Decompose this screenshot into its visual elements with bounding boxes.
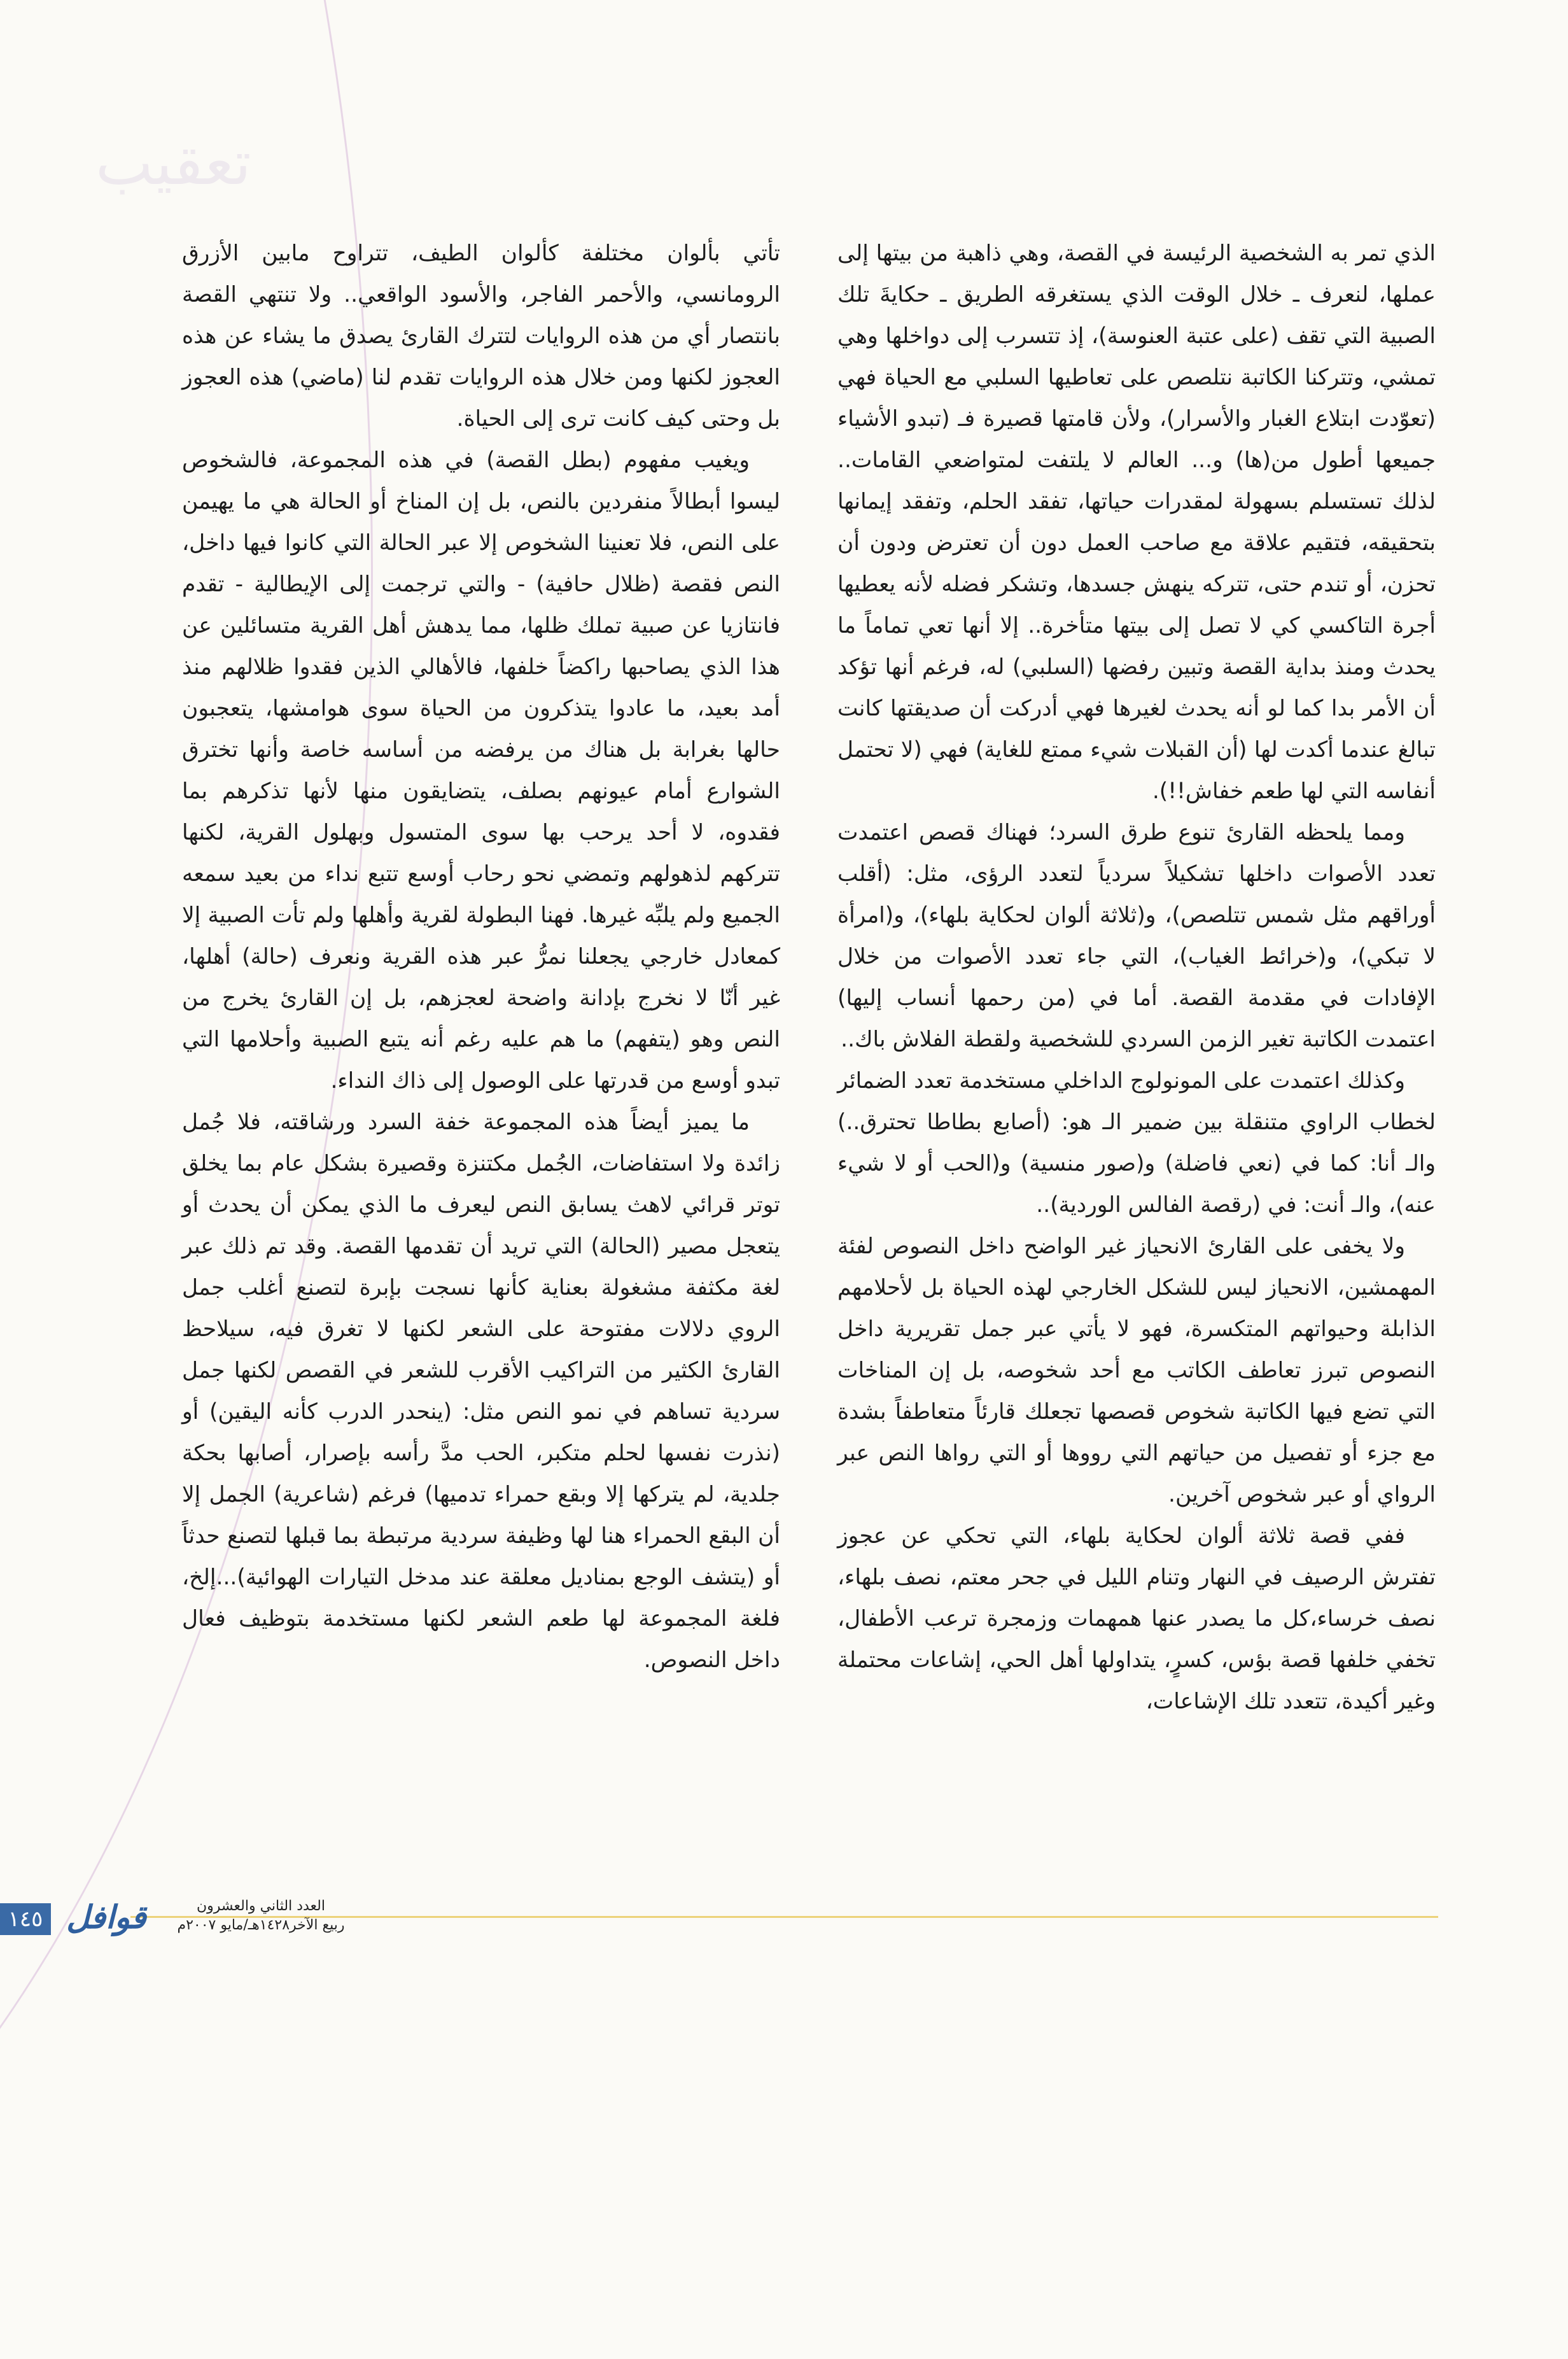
page-number: ١٤٥ [0, 1903, 51, 1935]
paragraph: ولا يخفى على القارئ الانحياز غير الواضح داخل النصوص لفئة المهمشين، الانحياز ليس للشكل الخارجي لهذه الحياة بل لأحلامهم الذابلة وحيواتهم المتكسرة، فهو لا يأتي عبر جمل تقريرية داخل النصوص تبرز تعاطف الكاتب مع أحد شخوصه، بل إن المناخات التي تضع فيها الكاتبة شخوص قصصها تجعلك قارئاً متعاطفاً بشدة مع جزء أو تفصيل من حياتهم التي رووها أو التي رواها النص عبر الرواي أو عبر شخوص آخرين. [837, 1234, 1436, 1507]
paragraph: الذي تمر به الشخصية الرئيسة في القصة، وهي ذاهبة من بيتها إلى عملها، لنعرف ـ خلال الوقت الذي يستغرقه الطريق ـ حكايةَ تلك الصبية التي تقف (على عتبة العنوسة)، إذ تتسرب إلى دواخلها وهي تمشي، وتتركنا الكاتبة نتلصص على تعاطيها السلبي مع الحياة فهي (تعوّدت ابتلاع الغبار والأسرار)، ولأن قامتها قصيرة فـ (تبدو الأشياء جميعها أطول من(ها) و... العالم لا يلتفت لمتواضعي القامات.. لذلك تستسلم بسهولة لمقدرات حياتها، تفقد الحلم، وتفقد إيمانها بتحقيقه، فتقيم علاقة مع صاحب العمل دون أن تعترض ودون أن تحزن، أو تندم حتى، تتركه ينهش جسدها، وتشكر فضله لأنه يعطيها أجرة التاكسي كي لا تصل إلى بيتها متأخرة.. إلا أنها تعي تماماً ما يحدث ومنذ بداية القصة وتبين رفضها (السلبي) له، فرغم أنها تؤكد أن الأمر بدا كما لو أنه يحدث لغيرها فهي أدركت أن صديقتها كانت تبالغ عندما أكدت لها (أن القبلات شيء ممتع للغاية) فهي (لا تحتمل أنفاسه التي لها طعم خفاش!!). [837, 241, 1436, 804]
paragraph: ويغيب مفهوم (بطل القصة) في هذه المجموعة، فالشخوص ليسوا أبطالاً منفردين بالنص، بل إن المناخ أو الحالة هي ما يهيمن على النص، فلا تعنينا الشخوص إلا عبر الحالة التي كانوا فيها داخل، النص فقصة (ظلال حافية) - والتي ترجمت إلى الإيطالية - تقدم فانتازيا عن صبية تملك ظلها، مما يدهش أهل القرية متسائلين عن هذا الذي يصاحبها راكضاً خلفها، فالأهالي الذين فقدوا ظلالهم منذ أمد بعيد، ما عادوا يتذكرون من الحياة سوى هوامشها، يتعجبون حالها بغرابة بل هناك من يرفضه من أساسه خاصة وأنها تخترق الشوارع أمام عيونهم بصلف، يتضايقون منها لأنها تذكرهم بما فقدوه، لا أحد يرحب بها سوى المتسول وبهلول القرية، لكنها تتركهم لذهولهم وتمضي نحو رحاب أوسع تتبع نداء من بعيد سمعه الجميع ولم يلبِّه غيرها. فهنا البطولة لقرية وأهلها ولم تأت الصبية إلا كمعادل خارجي يجعلنا نمرُّ عبر هذه القرية ونعرف (حالة) أهلها، غير أنّا لا نخرج بإدانة واضحة لعجزهم، بل إن القارئ يخرج من النص وهو (يتفهم) ما هم عليه رغم أنه يتبع الصبية وأحلامها التي تبدو أوسع من قدرتها على الوصول إلى ذاك النداء. [182, 447, 780, 1094]
article-column-left [182, 233, 780, 1681]
paragraph: تأتي بألوان مختلفة كألوان الطيف، تتراوح مابين الأزرق الرومانسي، والأحمر الفاجر، والأسود الواقعي.. ولا تنتهي القصة بانتصار أي من هذه الروايات لتترك القارئ يصدق ما يشاء عن هذه العجوز لكنها ومن خلال هذه الروايات تقدم لنا (ماضي) هذه العجوز بل وحتى كيف كانت ترى إلى الحياة. [182, 241, 780, 432]
issue-number: العدد الثاني والعشرون [197, 1898, 325, 1914]
paragraph: وكذلك اعتمدت على المونولوج الداخلي مستخدمة تعدد الضمائر لخطاب الراوي متنقلة بين ضمير الـ هو: (أصابع بطاطا تحترق..) والـ أنا: كما في (نعي فاضلة) و(صور منسية) و(الحب أو لا شيء عنه)، والـ أنت: في (رقصة الفالس الوردية).. [837, 1068, 1436, 1218]
article-column-right [837, 233, 1436, 1722]
paragraph: ومما يلحظه القارئ تنوع طرق السرد؛ فهناك قصص اعتمدت تعدد الأصوات داخلها تشكيلاً سردياً لتعدد الرؤى، مثل: (أقلب أوراقهم مثل شمس تتلصص)، و(ثلاثة ألوان لحكاية بلهاء)، و(امرأة لا تبكي)، و(خرائط الغياب)، التي جاء تعدد الأصوات من خلال الإفادات في مقدمة القصة. أما في (من رحمها أنساب إليها) اعتمدت الكاتبة تغير الزمن السردي للشخصية ولقطة الفلاش باك.. [837, 820, 1436, 1052]
paragraph: ففي قصة ثلاثة ألوان لحكاية بلهاء، التي تحكي عن عجوز تفترش الرصيف في النهار وتنام الليل في جحر معتم، نصف بلهاء، نصف خرساء،كل ما يصدر عنها همهمات وزمجرة ترعب الأطفال، تخفي خلفها قصة بؤس، كسرٍ، يتداولها أهل الحي، إشاعات محتملة وغير أكيدة، تتعدد تلك الإشاعات، [837, 1523, 1436, 1714]
issue-info [165, 1897, 356, 1935]
paragraph: ما يميز أيضاً هذه المجموعة خفة السرد ورشاقته، فلا جُمل زائدة ولا استفاضات، الجُمل مكتنزة وقصيرة بشكل عام بما يخلق توتر قرائي لاهث يسابق النص ليعرف ما الذي يمكن أن يحدث أو يتعجل مصير (الحالة) التي تريد أن تقدمها القصة. وقد تم ذلك عبر لغة مكثفة مشغولة بعناية كأنها نسجت بإبرة لتصنع أغلب جمل الروي دلالات مفتوحة على الشعر لكنها لا تغرق فيه، سيلاحظ القارئ الكثير من التراكيب الأقرب للشعر في القصص لكنها جمل سردية تساهم في نمو النص مثل: (ينحدر الدرب كأنه اليقين) أو (نذرت نفسها لحلم متكبر، الحب مدَّ رأسه بإصرار، أصابها بحكة جلدية، لم يتركها إلا وبقع حمراء تدميها) فرغم (شاعرية) الجمل إلا أن البقع الحمراء هنا لها وظيفة سردية مرتبطة بما قبلها لتصنع حدثاً أو (يتشف الوجع بمناديل معلقة عند مدخل التيارات الهوائية)...إلخ، فلغة المجموعة لها طعم الشعر لكنها مستخدمة بتوظيف فعال داخل النصوص. [182, 1109, 780, 1673]
issue-date: ربيع الآخر١٤٢٨هـ/مايو ٢٠٠٧م [177, 1917, 345, 1933]
magazine-logo: قوافل [66, 1898, 146, 1936]
section-watermark: تعقيب [95, 127, 251, 199]
